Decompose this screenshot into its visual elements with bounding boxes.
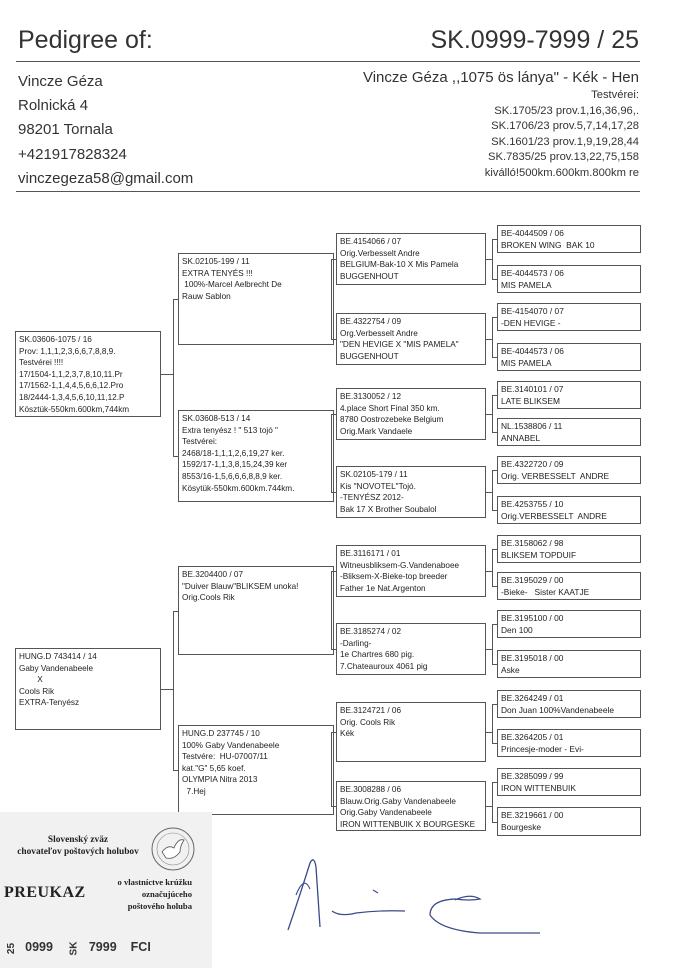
connector-line [161,689,173,690]
pedigree-box-gen4 [497,265,641,293]
ring-id: BE.3264205 / 01 [501,732,564,742]
ring-id: BE.3195100 / 00 [501,613,564,623]
sibling-line: SK.1601/23 prov.1,9,19,28,44 [491,135,639,148]
owner-info [18,70,193,191]
pedigree-line: Extra tenyész ! " 513 tojó " [182,425,278,435]
connector-line [173,456,178,457]
pedigree-line: Kis "NOVOTEL"Tojó. [340,481,416,491]
connector-line [492,743,497,744]
connector-line [173,611,178,612]
pedigree-box-gen3 [336,388,486,440]
pedigree-box-gen3 [336,545,486,597]
pedigree-box-gen2 [178,253,334,345]
pedigree-line: Father 1e Nat.Argenton [340,583,426,593]
ring-id: BE.3116171 / 01 [340,549,401,558]
pedigree-line: 100% Gaby Vandenabeele [182,740,280,750]
pedigree-line: ANNABEL [501,433,541,444]
connector-line [331,492,336,493]
pedigree-line: Aske [501,665,520,676]
pedigree-box-gen4 [497,456,641,484]
pedigree-line: Orig.Cools Rik [182,593,235,603]
pedigree-box-gen4 [497,572,641,600]
pedigree-line: -Bieke- Sister KAATJE [501,587,590,598]
pedigree-box-gen4 [497,381,641,409]
pedigree-line: Kösztük-550km.600km,744km [19,404,130,414]
pedigree-box-gen4 [497,807,641,836]
pedigree-line: 17/1504-1,1,2,3,7,8,10,11.Pr [19,369,123,379]
connector-line [173,299,174,456]
connector-line [492,664,497,665]
pedigree-line: IRON WITTENBUIK X BOURGESKE [340,819,476,829]
card-ring-federation: FCI [130,940,151,954]
pedigree-line: Don Juan 100%Vandenabeele [501,705,615,716]
ring-id: SK.03606-1075 / 16 [19,335,92,344]
pedigree-line: 7.Chateauroux 4061 pig [340,661,428,671]
pedigree-line: BROKEN WING BAK 10 [501,240,595,251]
pedigree-line: 2468/18-1,1,1,2,6,19,27 ker. [182,448,285,458]
ring-id: BE.4154066 / 07 [340,237,402,246]
connector-line [492,549,493,586]
pedigree-box-gen4 [497,610,641,638]
connector-line [331,339,336,340]
ring-id: BE.3130052 / 12 [340,392,402,401]
pedigree-line: BLIKSEM TOPDUIF [501,550,577,561]
bird-info [363,68,639,182]
pedigree-line: 100%-Marcel Aelbrecht De [182,280,282,290]
pedigree-line: Orig.Gaby Vandenabeele [340,808,432,818]
pedigree-line: 8780 Oostrozebeke Belgium [340,415,444,425]
connector-line [492,782,493,822]
sibling-line: SK.7835/25 prov.13,22,75,158 [488,151,639,164]
ring-id: BE.3140101 / 07 [501,384,564,394]
pedigree-line: "DEN HEVIGE X "MIS PAMELA" [340,340,459,350]
pedigree-line: BUGGENHOUT [340,271,399,281]
sibling-line: SK.1705/23 prov.1,16,36,96,. [494,104,639,117]
connector-line [492,549,497,550]
connector-line [492,470,493,510]
pedigree-line: Orig.Verbesselt Andre [340,248,420,258]
connector-line [331,571,332,649]
card-ring-number-value: 0999 [25,940,53,954]
pedigree-box-gen4 [497,650,641,678]
pedigree-line: 7.Hej [182,786,206,796]
connector-line [492,586,497,587]
connector-line [492,395,493,432]
pedigree-line: Orig.VERBESSELT ANDRE [501,511,607,522]
ring-card [0,812,212,968]
ring-id: BE-4154070 / 07 [501,306,564,316]
connector-line [492,239,497,240]
ring-id: BE.3185274 / 02 [340,627,402,636]
ring-id: BE.3158062 / 98 [501,538,564,548]
pedigree-line: EXTRA-Tenyész [19,698,80,708]
pedigree-box-gen2 [178,725,334,815]
card-title: PREUKAZ [4,884,86,901]
connector-line [492,357,497,358]
card-ring-number [6,940,165,954]
connector-line [492,395,497,396]
card-purpose-line: poštového holuba [127,901,192,911]
connector-line [492,470,497,471]
ring-id: BE.3204400 / 07 [182,570,244,579]
pedigree-line: Testvérei !!!! [19,358,64,368]
connector-line [331,649,336,650]
pedigree-line: -DEN HEVIGE - [501,318,561,329]
owner-city: 98201 Tornala [18,121,113,139]
card-ring-year: 25 [6,942,18,955]
pedigree-box-gen4 [497,496,641,524]
pedigree-line: Princesje-moder - Evi- [501,744,584,755]
pedigree-line: Gaby Vandenabeele [19,663,94,673]
ring-id: BE.3195029 / 00 [501,575,564,585]
pedigree-line: -TENYÉSZ 2012- [340,493,404,503]
connector-line [331,732,332,806]
pedigree-line: IRON WITTENBUIK [501,783,576,794]
header-divider [16,61,640,62]
pedigree-line: "Duiver Blauw"BLIKSEM unoka! [182,581,299,591]
card-org-line: chovateľov poštových holubov [17,847,139,858]
ring-id: SK.03608-513 / 14 [182,414,251,423]
pedigree-line: Bak 17 X Brother Soubalol [340,504,437,514]
connector-line [173,299,178,300]
pedigree-box-gen3 [336,233,486,285]
connector-line [492,624,493,664]
ring-id: SK.02105-179 / 11 [340,470,408,479]
connector-line [492,704,493,743]
pedigree-box-gen4 [497,418,641,446]
pedigree-line: Kösytük-550km.600km.744km. [182,483,295,493]
pedigree-line: -Bliksem-X-Bieke-top breeder [340,572,448,582]
pedigree-line: Rauw Sablon [182,291,231,301]
connector-line [161,374,173,375]
pedigree-line: Bourgeske [501,822,542,833]
pedigree-line: BELGIUM-Bak-10 X Mis Pamela [340,260,459,270]
connector-line [492,704,497,705]
owner-phone: +421917828324 [18,145,127,163]
connector-line [492,317,493,357]
connector-line [173,770,178,771]
pedigree-line: 8553/16-1,5,6,6,6,8,8,9 ker. [182,471,283,481]
connector-line [492,279,497,280]
pedigree-box-gen2 [178,410,334,502]
pedigree-box-gen1 [15,331,161,417]
pedigree-box-gen4 [497,690,641,718]
pedigree-line: 17/1562-1,1,4,4,5,6,6,12.Pro [19,381,124,391]
card-purpose [96,876,192,912]
card-org-line: Slovenský zväz [47,835,109,845]
header-bottom-divider [16,191,640,192]
ring-id: BE.4322720 / 09 [501,459,564,469]
pedigree-box-gen3 [336,702,486,762]
pedigree-line: Orig. Cools Rik [340,717,396,727]
connector-line [331,414,332,492]
card-ring-serial: 7999 [88,940,117,954]
pedigree-line: Org.Verbesselt Andre [340,328,418,338]
pedigree-box-gen3 [336,466,486,518]
owner-name: Vincze Géza [18,73,103,90]
pedigree-line: MIS PAMELA [501,280,552,291]
ring-id: NL.1538806 / 11 [501,421,563,431]
ring-number-title: SK.0999-7999 / 25 [430,26,639,54]
pedigree-line: Witneusbliksem-G.Vandenaboee [340,560,460,570]
pedigree-box-gen3 [336,623,486,675]
bird-description: Vincze Géza ,,1075 ös lánya" - Kék - Hen [362,69,639,86]
ring-id: SK.02105-199 / 11 [182,257,250,266]
connector-line [331,259,336,260]
ring-id: BE.4253755 / 10 [501,499,564,509]
connector-line [173,611,174,770]
ring-id: BE.3008288 / 06 [340,785,402,794]
siblings-label: Testvérei: [591,89,639,101]
dove-seal-icon [150,826,196,872]
pedigree-box-gen4 [497,225,641,253]
connector-line [492,624,497,625]
pedigree-line: Orig. VERBESSELT ANDRE [501,471,610,482]
connector-line [331,806,336,807]
ring-id: BE.3285099 / 99 [501,771,564,781]
ring-id: BE-4044509 / 06 [501,228,564,238]
pedigree-line: -Darling- [340,638,372,648]
connector-line [331,571,336,572]
pedigree-line: 1592/17-1,1,3,8,15,24,39 ker [182,460,288,470]
signature-image [280,855,540,940]
connector-line [492,317,497,318]
pedigree-box-gen3 [336,781,486,831]
pedigree-box-gen4 [497,303,641,331]
connector-line [492,782,497,783]
connector-line [331,732,336,733]
pedigree-box-gen1 [15,648,161,730]
pedigree-line: BUGGENHOUT [340,351,399,361]
pedigree-line: EXTRA TENYÉS !!! [182,268,253,278]
pedigree-line: Kék [340,729,355,739]
pedigree-line: X [19,675,43,685]
connector-line [492,432,497,433]
pedigree-line: Testvérei: [182,437,218,447]
pedigree-line: 4.place Short Final 350 km. [340,403,440,413]
owner-street: Rolnická 4 [18,97,89,115]
page-title: Pedigree of: [18,26,153,54]
pedigree-line: kat."G" 5,65 koef. [182,763,246,773]
ring-id: BE.3124721 / 06 [340,706,402,715]
pedigree-line: Blauw.Orig.Gaby Vandenabeele [340,796,456,806]
ring-id: BE.3219661 / 00 [501,810,564,820]
pedigree-box-gen4 [497,535,641,563]
card-purpose-line: označujúceho [141,889,192,899]
pedigree-line: Testvére: HU-07007/11 [182,752,268,762]
connector-line [331,259,332,339]
ring-id: BE-4044573 / 06 [501,346,564,356]
card-purpose-line: o vlastníctve krúžku [117,877,192,887]
pedigree-line: Cools Rik [19,686,55,696]
ring-id: HUNG.D 743414 / 14 [19,652,97,661]
pedigree-line: LATE BLIKSEM [501,396,560,407]
ring-id: BE.3264249 / 01 [501,693,564,703]
ring-id: BE.3195018 / 00 [501,653,564,663]
ring-id: BE-4044573 / 06 [501,268,564,278]
ring-id: HUNG.D 237745 / 10 [182,729,260,738]
pedigree-box-gen4 [497,768,641,796]
connector-line [492,822,497,823]
connector-line [492,239,493,279]
connector-line [331,414,336,415]
card-organization [8,834,148,859]
pedigree-line: MIS PAMELA [501,358,552,369]
pedigree-line: Prov: 1,1,1,2,3,6,6,7,8,8,9. [19,346,116,356]
pedigree-line: OLYMPIA Nitra 2013 [182,775,258,785]
pedigree-line: Orig.Mark Vandaele [340,426,413,436]
card-ring-country: SK [68,941,80,956]
pedigree-box-gen2 [178,566,334,655]
connector-line [492,510,497,511]
pedigree-box-gen4 [497,343,641,371]
sibling-line: kiválló!500km.600km.800km re [484,166,639,179]
owner-email: vinczegeza58@gmail.com [18,169,194,187]
pedigree-line: 1e Chartres 680 pig. [340,650,415,660]
pedigree-box-gen3 [336,313,486,365]
pedigree-line: Den 100 [501,625,533,636]
pedigree-box-gen4 [497,729,641,757]
sibling-line: SK.1706/23 prov.5,7,14,17,28 [491,120,639,133]
ring-id: BE.4322754 / 09 [340,317,402,326]
pedigree-line: 18/2444-1,3,4,5,6,10,11,12.P [19,392,125,402]
